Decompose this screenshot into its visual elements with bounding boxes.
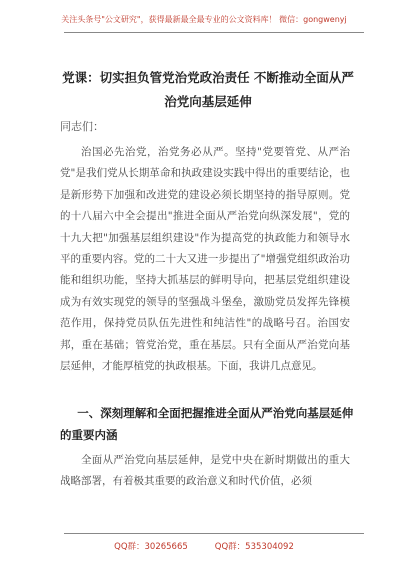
- section-heading-1: 一、深刻理解和全面把握推进全面从严治党向基层延伸的重要内涵: [60, 406, 354, 442]
- body-paragraph-1: 治国必先治党，治党务必从严。坚持"党要管党、从严治党"是我们党从长期革命和执政建设实践中得出的重要结论，也是新形势下加强和改进党的建设必须长期坚持的指导原则。党的十八届六中全会提出"推进全面从严治党向纵深发展"，党的十九大把"加强基层组织建设"作为提高党的执政能力和领导水平的重要内容。党的二十大又进一步提出了"增强党组织政治功能和组织功能，坚持大抓基层的鲜明导向，把基层党组织建设成为有效实现党的领导的坚强战斗堡垒，激励党员发挥先锋模范作用，保持党员队伍先进性和纯洁性"的战略号召。治国安邦，重在基础；管党治党，重在基层。只有全面从严治党向基层延伸，才能厚植党的执政根基。下面，我讲几点意见。: [60, 146, 350, 373]
- greeting: 同志们：: [60, 120, 104, 133]
- body-paragraph-2: 全面从严治党向基层延伸，是党中央在新时期做出的重大战略部署，有着极其重要的政治意义和时代价值，必须: [60, 454, 350, 488]
- footer-rule: [64, 533, 364, 534]
- document-title: 党课：切实担负管党治党政治责任 不断推动全面从严治党向基层延伸: [62, 70, 354, 109]
- footer-note: QQ群：30265665 QQ群：535304092: [114, 542, 294, 552]
- header-note: 关注头条号"公文研究"，获得最新最全最专业的公文资料库！ 微信：gongwenyj: [61, 15, 347, 24]
- header-rule: [64, 32, 364, 33]
